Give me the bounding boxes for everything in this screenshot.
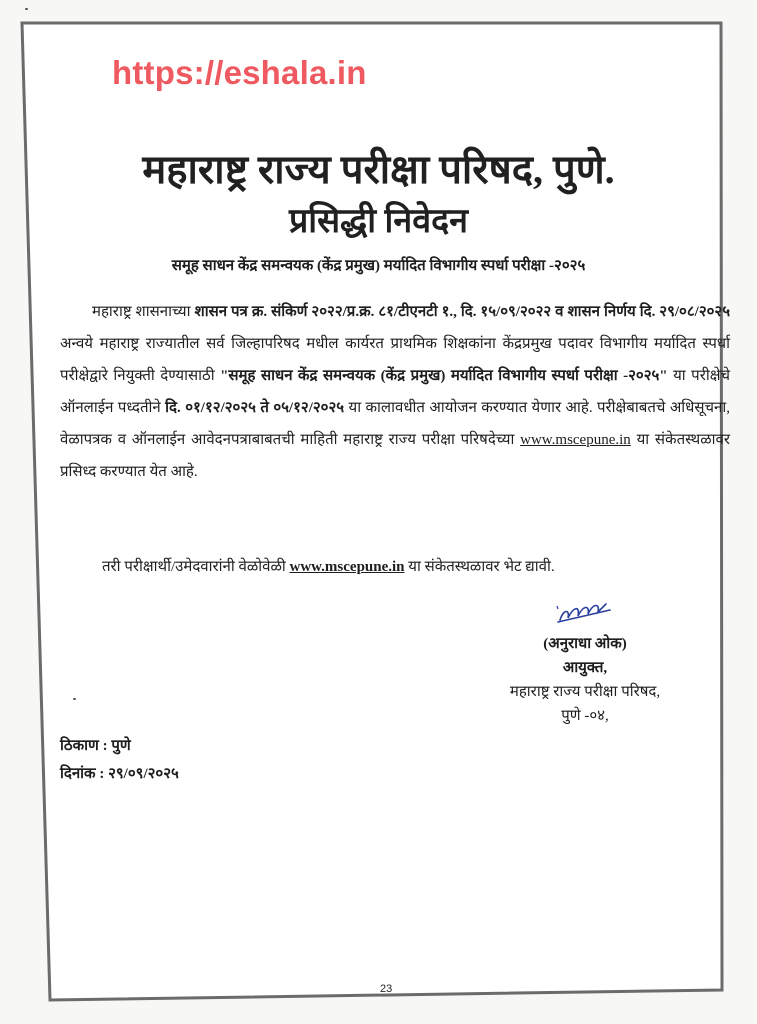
website-link[interactable]: www.mscepune.in — [520, 432, 631, 448]
exam-dates-bold: दि. ०१/१२/२०२५ ते ०५/१२/२०२५ — [165, 400, 345, 416]
scan-speck — [73, 698, 76, 700]
signatory-name: (अनुराधा ओक) — [543, 636, 627, 652]
second-paragraph — [102, 556, 555, 576]
paragraph-text: या संकेतस्थळावर प्रसिध्द करण्यात येत आहे. — [60, 432, 731, 480]
signatory-office: महाराष्ट्र राज्य परीक्षा परिषद, — [509, 684, 661, 700]
signatory-designation: आयुक्त, — [562, 660, 608, 676]
signatory-block — [490, 632, 680, 728]
document-subject: समूह साधन केंद्र समन्वयक (केंद्र प्रमुख) मर्यादित विभागीय स्पर्धा परीक्षा -२०२५ — [171, 258, 586, 274]
website-link[interactable]: www.mscepune.in — [289, 559, 405, 575]
document-subtitle: प्रसिद्धी निवेदन — [288, 203, 469, 240]
place-label: ठिकाण : पुणे — [60, 738, 131, 754]
date-label: दिनांक : २९/०९/२०२५ — [60, 766, 179, 782]
place-date-block — [60, 732, 179, 788]
scan-speck — [25, 8, 28, 10]
paragraph-text: महाराष्ट्र शासनाच्या — [91, 304, 191, 320]
main-paragraph — [60, 296, 730, 488]
document-title: महाराष्ट्र राज्य परीक्षा परिषद, पुणे. — [142, 147, 615, 192]
paragraph-text: या कालावधीत आयोजन करण्यात येणार आहे. परीक्षेबाबतचे अधिसूचना, वेळापत्रक व ऑनलाईन आवेदनपत्राबाबतची माहिती महाराष्ट्र राज्य परीक्षा परिषदेच्या — [60, 400, 731, 448]
paragraph-text: तरी परीक्षार्थी/उमेदवारांनी वेळोवेळी — [102, 559, 286, 575]
signatory-city: पुणे -०४, — [561, 708, 609, 724]
watermark-url: https://eshala.in — [112, 54, 367, 91]
paragraph-text: या परीक्षेचे ऑनलाईन पध्दतीने — [60, 368, 730, 416]
paragraph-text: या संकेतस्थळावर भेट द्यावी. — [408, 559, 555, 575]
page-number: 23 — [380, 983, 393, 995]
paragraph-text: अन्वये महाराष्ट्र राज्यातील सर्व जिल्हापरिषद मधील कार्यरत प्राथमिक शिक्षकांना केंद्रप्रमुख पदावर विभागीय मर्यादित स्पर्धा परीक्षेद्वारे नियुक्ती देण्यासाठी — [60, 336, 730, 384]
exam-name-bold: "समूह साधन केंद्र समन्वयक (केंद्र प्रमुख) मर्यादित विभागीय स्पर्धा परीक्षा -२०२५" — [220, 368, 668, 384]
paragraph-bold-text: शासन पत्र क्र. संकिर्ण २०२२/प्र.क्र. ८१/टीएनटी १., दि. १५/०९/२०२२ व शासन निर्णय दि. २९/०८/२०२५ — [194, 304, 731, 320]
signature — [554, 600, 614, 630]
